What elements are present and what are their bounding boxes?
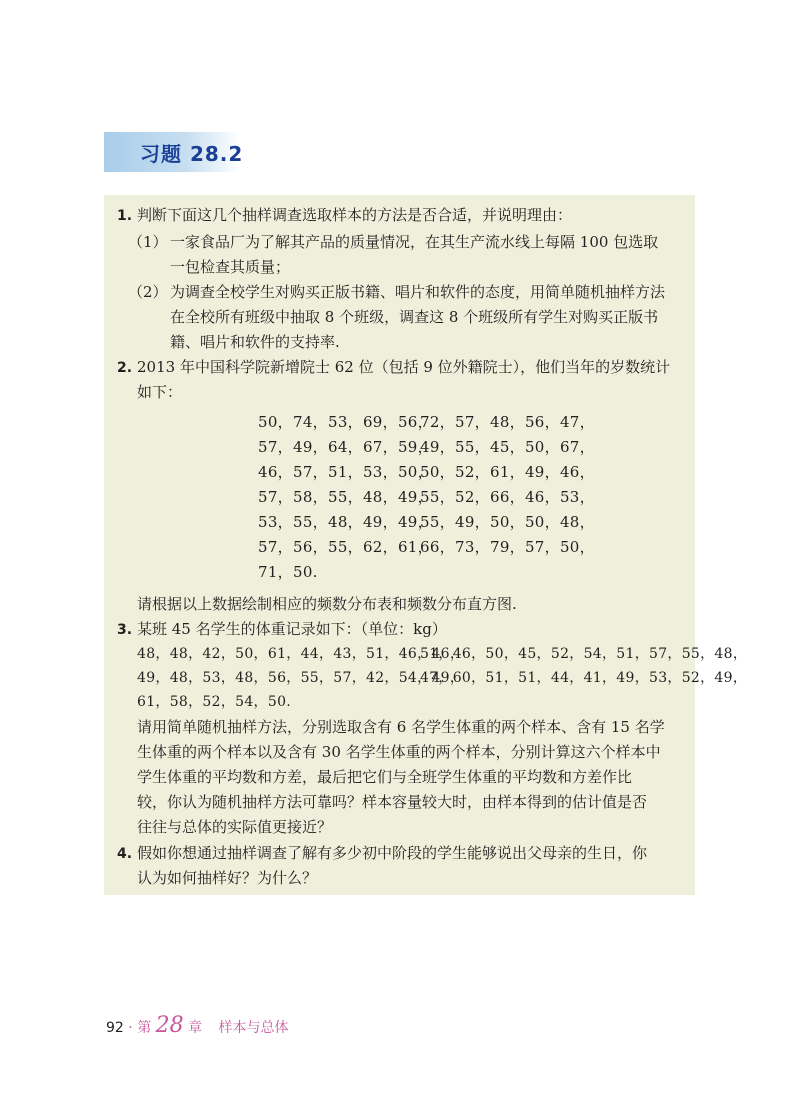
ages-left-row: 46，57，51，53，50，: [258, 463, 433, 481]
problem-3-question-line: 较，你认为随机抽样方法可靠吗？样本容量较大时，由样本得到的估计值是否: [137, 793, 648, 811]
problem-1-sub1-line1: 一家食品厂为了解其产品的质量情况，在其生产流水线上每隔 100 包选取: [170, 233, 659, 251]
ages-right-row: 50，52，61，49，46，: [420, 463, 595, 481]
problem-1-sub1-line2: 一包检查其质量；: [170, 258, 291, 276]
ages-right-row: 55，49，50，50，48，: [420, 513, 595, 531]
ages-left-row: 57，58，55，48，49，: [258, 488, 433, 506]
problem-2-line2: 如下：: [137, 383, 183, 401]
page-footer: [106, 1013, 289, 1038]
weights-right-row: 51，46，50，45，52，54，51，57，55，48，: [420, 646, 748, 662]
problem-4-number: 4.: [117, 846, 133, 862]
ages-left-row: 57，56，55，62，61，: [258, 538, 433, 556]
problem-1-stem: 判断下面这几个抽样调查选取样本的方法是否合适，并说明理由：: [137, 206, 573, 224]
problem-3-question-line: 生体重的两个样本以及含有 30 名学生体重的两个样本，分别计算这六个样本中: [137, 743, 661, 761]
problem-3-question-line: 学生体重的平均数和方差，最后把它们与全班学生体重的平均数和方差作比: [137, 768, 633, 786]
ages-left-row: 50，74，53，69，56，: [258, 413, 433, 431]
problem-1-sub1-label: （1）: [128, 233, 168, 251]
ages-right-row: 55，52，66，46，53，: [420, 488, 595, 506]
weights-left-row: 61，58，52，54，50.: [137, 694, 292, 710]
weights-left-row: 49，48，53，48，56，55，57，42，54，49，: [137, 670, 465, 686]
chapter-prefix: 第: [137, 1020, 152, 1036]
problem-2-instruction: 请根据以上数据绘制相应的频数分布表和频数分布直方图.: [137, 595, 517, 613]
problem-1-sub2-line2: 在全校所有班级中抽取 8 个班级，调查这 8 个班级所有学生对购买正版书: [170, 308, 659, 326]
problem-1-sub2-label: （2）: [128, 283, 168, 301]
exercise-title: 习题 28.2: [140, 142, 244, 166]
footer-separator: ·: [128, 1020, 133, 1036]
problem-4-line1: 假如你想通过抽样调查了解有多少初中阶段的学生能够说出父母亲的生日，你: [137, 844, 648, 862]
weights-left-row: 48，48，42，50，61，44，43，51，46，46，: [137, 646, 465, 662]
problem-1-sub2-line1: 为调查全校学生对购买正版书籍、唱片和软件的态度，用简单随机抽样方法: [170, 283, 666, 301]
problem-3-question-line: 请用简单随机抽样方法，分别选取含有 6 名学生体重的两个样本、含有 15 名学: [137, 718, 665, 736]
problem-2-line1: 2013 年中国科学院新增院士 62 位（包括 9 位外籍院士），他们当年的岁数统计: [137, 358, 671, 376]
ages-right-row: 66，73，79，57，50，: [420, 538, 595, 556]
chapter-suffix: 章: [188, 1020, 203, 1036]
problem-1-sub2-line3: 籍、唱片和软件的支持率.: [170, 333, 340, 351]
problem-1-number: 1.: [117, 208, 133, 224]
problem-3-question-line: 往往与总体的实际值更接近？: [137, 818, 333, 836]
problem-3-number: 3.: [117, 622, 133, 638]
chapter-title: 样本与总体: [218, 1020, 289, 1036]
problem-4-line2: 认为如何抽样好？为什么？: [137, 869, 318, 887]
ages-left-row: 71，50.: [258, 563, 318, 581]
weights-right-row: 47，60，51，51，44，41，49，53，52，49，: [420, 670, 748, 686]
ages-left-row: 53，55，48，49，49，: [258, 513, 433, 531]
ages-left-row: 57，49，64，67，59，: [258, 438, 433, 456]
chapter-number: 28: [155, 1013, 184, 1038]
ages-right-row: 72，57，48，56，47，: [420, 413, 595, 431]
page-number: 92: [106, 1020, 124, 1036]
ages-right-row: 49，55，45，50，67，: [420, 438, 595, 456]
problem-3-stem: 某班 45 名学生的体重记录如下：（单位：kg）: [137, 620, 447, 638]
problem-2-number: 2.: [117, 360, 133, 376]
